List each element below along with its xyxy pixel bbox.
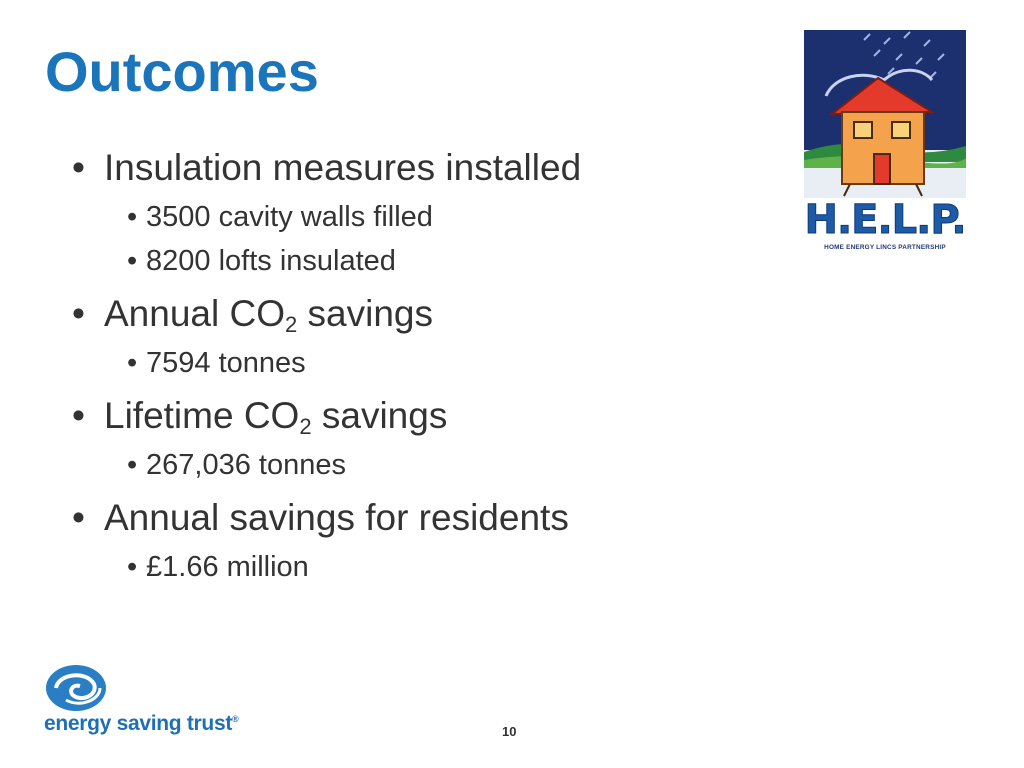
bullet-item: [72, 144, 772, 192]
sub-bullet-text: 7594 tonnes: [146, 347, 306, 379]
sub-bullet-text: 3500 cavity walls filled: [146, 201, 433, 233]
bullet-item: [72, 290, 772, 338]
bullet-glyph: •: [72, 497, 85, 538]
sub-bullet-text: 267,036 tonnes: [146, 449, 346, 481]
est-swirl-icon: [44, 662, 114, 712]
bullet-glyph: •: [72, 147, 85, 188]
bullet-text: Annual savings for residents: [104, 497, 569, 538]
bullet-glyph: •: [127, 449, 138, 481]
sub-bullet-item: [72, 242, 772, 280]
sub-bullet-item: [72, 548, 772, 586]
help-logo-letters: H.E.L.P.: [804, 197, 966, 243]
bullet-glyph: •: [127, 201, 138, 233]
bullet-glyph: •: [127, 347, 138, 379]
bullet-glyph: •: [127, 551, 138, 583]
subscript: 2: [285, 312, 298, 337]
est-wordmark: [44, 712, 238, 736]
sub-bullet-item: [72, 344, 772, 382]
bullet-glyph: •: [72, 395, 85, 436]
bullet-glyph: •: [127, 245, 138, 277]
bullet-text: Insulation measures installed: [104, 147, 582, 188]
sub-bullet-item: [72, 198, 772, 236]
sub-bullet-text: 8200 lofts insulated: [146, 245, 396, 277]
bullet-text-after: savings: [311, 395, 448, 436]
sub-bullet-item: [72, 446, 772, 484]
est-wordmark-text: energy saving trust: [44, 712, 233, 735]
subscript: 2: [299, 414, 312, 439]
help-logo: [804, 30, 966, 254]
bullet-item: [72, 392, 772, 440]
bullet-list: [72, 144, 772, 586]
slide-title: Outcomes: [45, 40, 319, 103]
registered-mark: ®: [232, 714, 239, 724]
sub-bullet-text: £1.66 million: [146, 551, 309, 583]
bullet-text-after: savings: [297, 293, 433, 334]
house-illustration-icon: [804, 30, 966, 198]
bullet-glyph: •: [72, 293, 85, 334]
bullet-text: Annual CO: [104, 293, 285, 334]
energy-saving-trust-logo: [44, 662, 244, 742]
bullet-text: Lifetime CO: [104, 395, 300, 436]
bullet-item: [72, 494, 772, 542]
page-number: 10: [502, 724, 517, 739]
help-logo-subtitle: HOME ENERGY LINCS PARTNERSHIP: [824, 244, 946, 251]
